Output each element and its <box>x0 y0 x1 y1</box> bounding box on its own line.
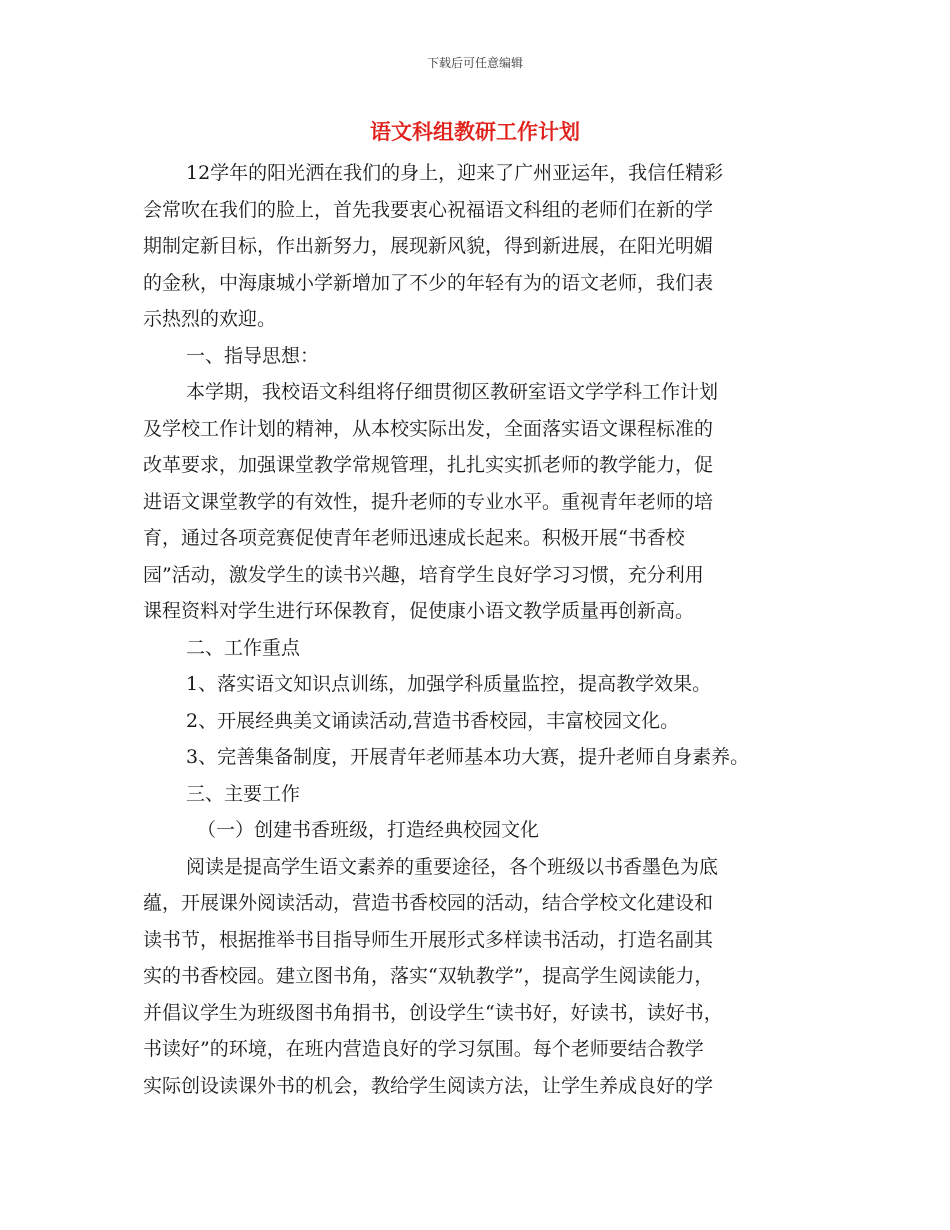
document-title: 语文科组教研工作计划 <box>370 119 580 144</box>
list-item: 2、开展经典美文诵读活动,营造书香校园，丰富校园文化。 <box>186 709 680 732</box>
paragraph-line: 读书节，根据推举书目指导师生开展形式多样读书活动，打造名副其 <box>143 928 714 951</box>
paragraph-line: 实际创设读课外书的机会，教给学生阅读方法，让学生养成良好的学 <box>143 1074 714 1097</box>
paragraph-line: 的金秋，中海康城小学新增加了不少的年轻有为的语文老师，我们表 <box>143 271 714 294</box>
paragraph-line: 实的书香校园。建立图书角，落实“双轨教学”，提高学生阅读能力， <box>143 965 714 987</box>
section-heading: 二、工作重点 <box>186 636 301 659</box>
paragraph-line: 育，通过各项竞赛促使青年老师迅速成长起来。积极开展“书香校 <box>143 527 685 549</box>
section-heading: 一、指导思想： <box>186 344 320 367</box>
subsection-heading: （一）创建书香班级，打造经典校园文化 <box>197 819 540 841</box>
paragraph-line: 期制定新目标，作出新努力，展现新风貌，得到新进展，在阳光明媚 <box>143 235 714 257</box>
document-body <box>143 155 823 1104</box>
paragraph-line: 园”活动，激发学生的读书兴趣，培育学生良好学习习惯，充分利用 <box>143 563 704 586</box>
paragraph-line: 及学校工作计划的精神，从本校实际出发，全面落实语文课程标准的 <box>143 417 714 440</box>
list-item: 3、完善集备制度，开展青年老师基本功大赛，提升老师自身素养。 <box>186 746 750 768</box>
paragraph-line: 蕴，开展课外阅读活动，营造书香校园的活动，结合学校文化建设和 <box>143 892 714 914</box>
paragraph-line: 进语文课堂教学的有效性，提升老师的专业水平。重视青年老师的培 <box>143 490 714 513</box>
paragraph-line: 本学期，我校语文科组将仔细贯彻区教研室语文学学科工作计划 <box>186 381 719 403</box>
page-header-note: 下载后可任意编辑 <box>426 56 523 70</box>
paragraph-line: 12学年的阳光洒在我们的身上，迎来了广州亚运年，我信任精彩 <box>186 162 724 184</box>
section-heading: 三、主要工作 <box>186 782 301 805</box>
paragraph-line: 改革要求，加强课堂教学常规管理，扎扎实实抓老师的教学能力，促 <box>143 454 714 476</box>
paragraph-line: 示热烈的欢迎。 <box>143 308 277 330</box>
paragraph-line: 阅读是提高学生语文素养的重要途径，各个班级以书香墨色为底 <box>186 855 719 878</box>
paragraph-line: 书读好”的环境，在班内营造良好的学习氛围。每个老师要结合教学 <box>143 1038 704 1060</box>
paragraph-line: 会常吹在我们的脸上，首先我要衷心祝福语文科组的老师们在新的学 <box>143 198 714 221</box>
paragraph-line: 课程资料对学生进行环保教育，促使康小语文教学质量再创新高。 <box>143 600 695 622</box>
paragraph-line: 并倡议学生为班级图书角捐书，创设学生“读书好，好读书，读好书， <box>143 1001 723 1024</box>
list-item: 1、落实语文知识点训练，加强学科质量监控，提高教学效果。 <box>186 673 712 695</box>
